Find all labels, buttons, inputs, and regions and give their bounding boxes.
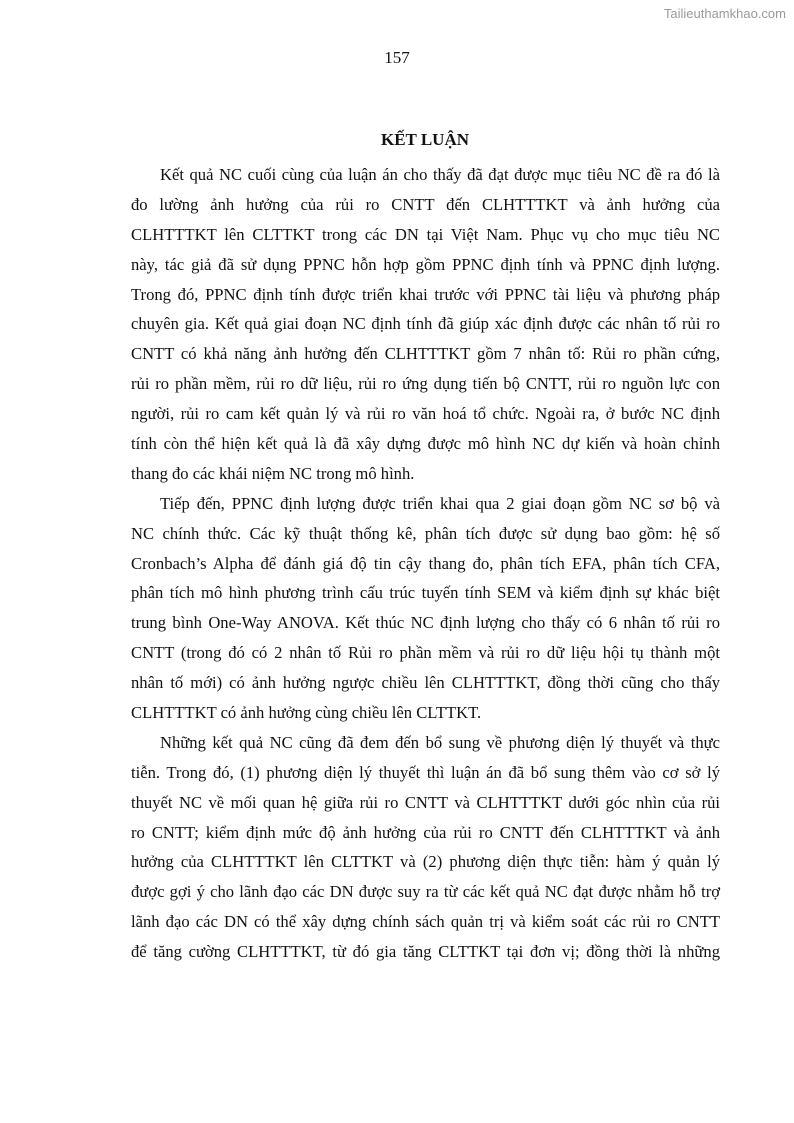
text-line: tiễn. Trong đó, (1) phương diện lý thuyết thì luận án đã bổ sung thêm vào cơ sở lý (131, 762, 720, 782)
section-heading: KẾT LUẬN (380, 130, 469, 149)
text-line: CNTT có khả năng ảnh hưởng đến CLHTTTKT gồm 7 nhân tố: Rủi ro phần cứng, (131, 344, 720, 364)
text-line: này, tác giả đã sử dụng PPNC hỗn hợp gồm PPNC định tính và PPNC định lượng. (131, 254, 720, 274)
text-line: phân tích mô hình phương trình cấu trúc tuyến tính SEM và kiểm định sự khác biệt (131, 583, 720, 603)
text-line: để tăng cường CLHTTTKT, từ đó gia tăng CLTTKT tại đơn vị; đồng thời là những (131, 942, 720, 962)
page-number: 157 (384, 48, 410, 67)
text-line: Những kết quả NC cũng đã đem đến bổ sung về phương diện lý thuyết và thực (160, 732, 720, 752)
text-line: Trong đó, PPNC định tính được triển khai trước với PPNC tài liệu và phương pháp (131, 284, 720, 304)
text-line: chuyên gia. Kết quả giai đoạn NC định tính đã giúp xác định được các nhân tố rủi ro (131, 314, 720, 334)
text-line: trung bình One-Way ANOVA. Kết thúc NC định lượng cho thấy có 6 nhân tố rủi ro (131, 613, 720, 633)
document-body (131, 160, 720, 967)
text-line: nhân tố mới) có ảnh hưởng ngược chiều lên CLHTTTKT, đồng thời cũng cho thấy (131, 673, 720, 693)
watermark: Tailieuthamkhao.com (663, 6, 786, 21)
text-line: Cronbach’s Alpha để đánh giá độ tin cậy thang đo, phân tích EFA, phân tích CFA, (131, 553, 720, 573)
text-line: Kết quả NC cuối cùng của luận án cho thấy đã đạt được mục tiêu NC đề ra đó là (160, 165, 720, 184)
text-line: ro CNTT; kiểm định mức độ ảnh hưởng của rủi ro CNTT đến CLHTTTKT và ảnh (131, 822, 720, 842)
text-line: CNTT (trong đó có 2 nhân tố Rủi ro phần mềm và rủi ro dữ liệu hội tụ thành một (131, 643, 720, 663)
text-line: thuyết NC về mối quan hệ giữa rủi ro CNTT và CLHTTTKT dưới góc nhìn của rủi (131, 792, 720, 812)
text-line: Tiếp đến, PPNC định lượng được triển khai qua 2 giai đoạn gồm NC sơ bộ và (160, 493, 720, 513)
text-line: đo lường ảnh hưởng của rủi ro CNTT đến CLHTTTKT và ảnh hưởng của (131, 194, 720, 214)
text-line: lãnh đạo các DN có thể xây dựng chính sách quản trị và kiểm soát các rủi ro CNTT (131, 912, 720, 932)
text-line: CLHTTTKT có ảnh hưởng cùng chiều lên CLTTKT. (131, 703, 482, 723)
text-line: hưởng của CLHTTTKT lên CLTTKT và (2) phương diện thực tiễn: hàm ý quản lý (131, 852, 720, 872)
text-line: người, rủi ro cam kết quản lý và rủi ro văn hoá tổ chức. Ngoài ra, ở bước NC định (131, 404, 720, 424)
paragraph (131, 728, 720, 967)
text-line: được gợi ý cho lãnh đạo các DN được suy ra từ các kết quả NC đạt được nhằm hỗ trợ (131, 882, 720, 902)
text-line: thang đo các khái niệm NC trong mô hình. (131, 463, 415, 483)
text-line: CLHTTTKT lên CLTTKT trong các DN tại Việt Nam. Phục vụ cho mục tiêu NC (131, 224, 720, 244)
paragraph (131, 160, 720, 489)
paragraph (131, 489, 720, 728)
text-line: tính còn thể hiện kết quả là đã xây dựng được mô hình NC dự kiến và hoàn chỉnh (131, 434, 720, 454)
text-line: NC chính thức. Các kỹ thuật thống kê, phân tích được sử dụng bao gồm: hệ số (131, 523, 720, 543)
text-line: rủi ro phần mềm, rủi ro dữ liệu, rủi ro ứng dụng tiến bộ CNTT, rủi ro nguồn lực con (131, 374, 720, 394)
